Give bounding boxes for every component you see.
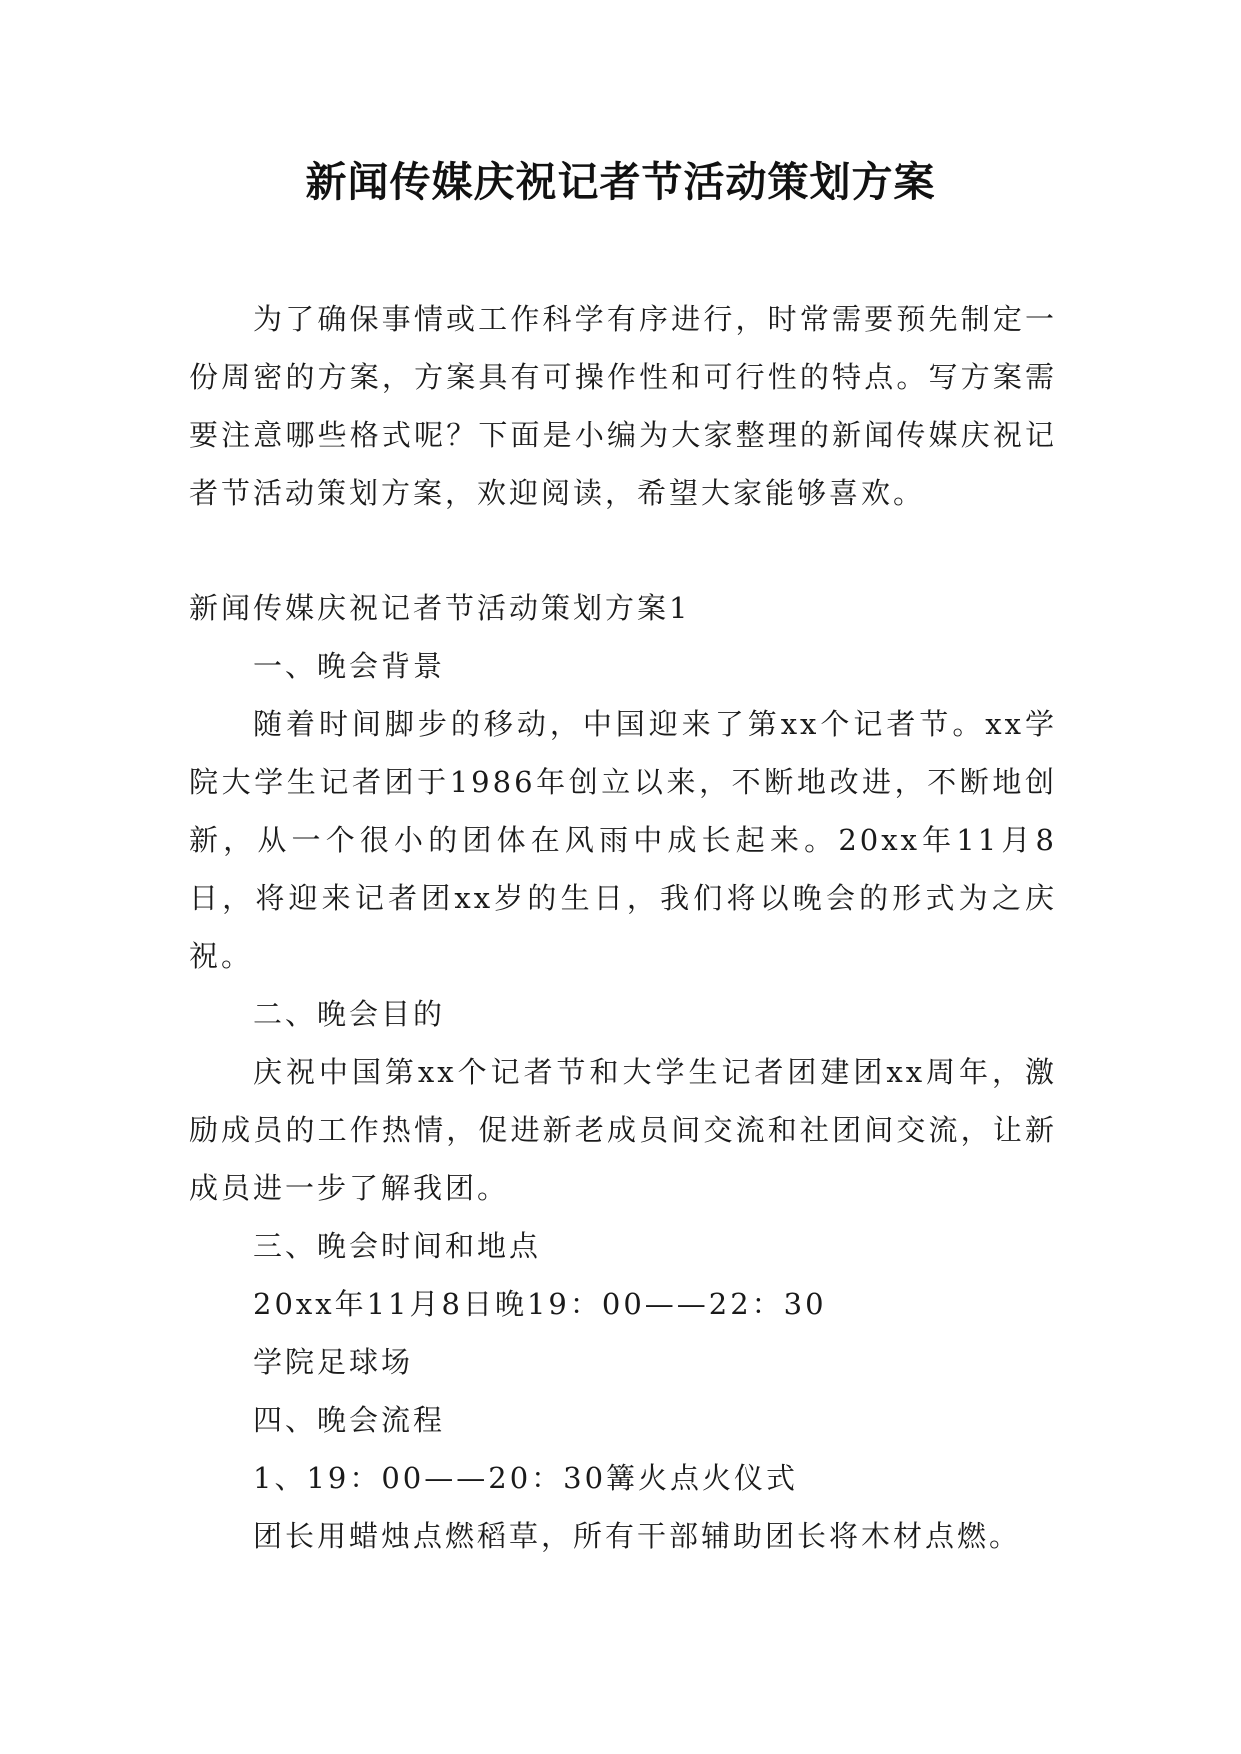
heading-purpose: 二、晚会目的 (253, 997, 446, 1031)
paragraph-background: 随着时间脚步的移动，中国迎来了第xx个记者节。xx学院大学生记者团于1986年创立以来，不断地改进，不断地创新，从一个很小的团体在风雨中成长起来。20xx年11月8日，将迎来记者团xx岁的生日，我们将以晚会的形式为之庆祝。 (189, 707, 1057, 973)
document-body (189, 579, 1057, 1565)
event-place: 学院足球场 (253, 1345, 414, 1379)
section-title: 新闻传媒庆祝记者节活动策划方案1 (189, 591, 691, 625)
paragraph-purpose: 庆祝中国第xx个记者节和大学生记者团建团xx周年，激励成员的工作热情，促进新老成员间交流和社团间交流，让新成员进一步了解我团。 (189, 1055, 1057, 1205)
event-time: 20xx年11月8日晚19：00——22：30 (253, 1287, 827, 1321)
process-step-1-description: 团长用蜡烛点燃稻草，所有干部辅助团长将木材点燃。 (253, 1519, 1022, 1553)
process-step-1: 1、19：00——20：30篝火点火仪式 (253, 1461, 799, 1495)
heading-background: 一、晚会背景 (253, 649, 446, 683)
heading-process: 四、晚会流程 (253, 1403, 446, 1437)
heading-time-place: 三、晚会时间和地点 (253, 1229, 542, 1263)
document-title: 新闻传媒庆祝记者节活动策划方案 (305, 158, 936, 206)
intro-paragraph: 为了确保事情或工作科学有序进行，时常需要预先制定一份周密的方案，方案具有可操作性和可行性的特点。写方案需要注意哪些格式呢？下面是小编为大家整理的新闻传媒庆祝记者节活动策划方案，欢迎阅读，希望大家能够喜欢。 (189, 302, 1057, 510)
